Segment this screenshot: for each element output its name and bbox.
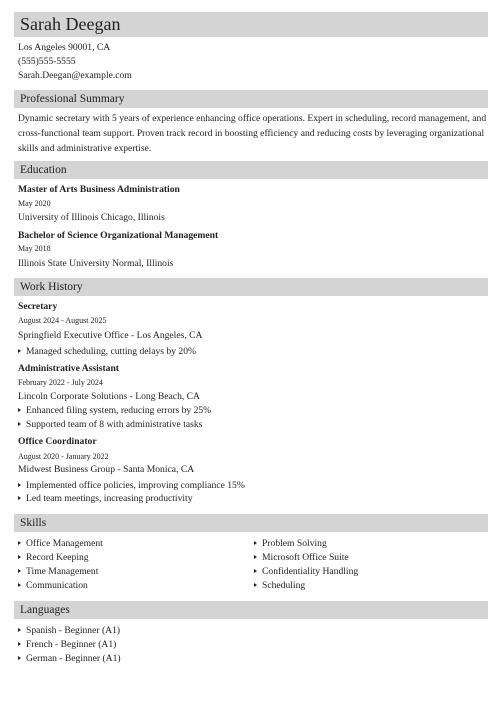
job-bullet: Managed scheduling, cutting delays by 20%	[18, 345, 196, 358]
bullet-icon	[18, 349, 21, 353]
bullet-icon	[254, 583, 257, 587]
job-bullet: Implemented office policies, improving compliance 15%	[18, 479, 245, 492]
bullet-icon	[18, 569, 21, 573]
job-company: Lincoln Corporate Solutions - Long Beach, CA	[18, 391, 200, 402]
job-title: Office Coordinator	[18, 436, 97, 447]
job-bullet: Led team meetings, increasing productivity	[18, 492, 193, 505]
job-title: Secretary	[18, 301, 58, 312]
language-item: Spanish - Beginner (A1)	[18, 624, 120, 637]
languages-heading: Languages	[14, 601, 488, 619]
bullet-icon	[18, 483, 21, 487]
education-school: University of Illinois Chicago, Illinois	[18, 212, 165, 223]
bullet-icon	[18, 656, 21, 660]
education-heading: Education	[14, 161, 488, 179]
bullet-icon	[18, 555, 21, 559]
skill-item: Record Keeping	[18, 551, 89, 564]
name-header: Sarah Deegan	[14, 12, 488, 37]
education-school: Illinois State University Normal, Illinois	[18, 258, 174, 269]
skill-item: Problem Solving	[254, 537, 327, 550]
education-date: May 2020	[18, 199, 51, 208]
job-dates: August 2020 - January 2022	[18, 452, 109, 461]
language-item: French - Beginner (A1)	[18, 638, 116, 651]
job-title: Administrative Assistant	[18, 363, 120, 374]
bullet-icon	[18, 583, 21, 587]
skills-heading: Skills	[14, 514, 488, 532]
contact-location: Los Angeles 90001, CA	[18, 42, 111, 53]
job-company: Springfield Executive Office - Los Angeles, CA	[18, 330, 203, 341]
contact-email: Sarah.Deegan@example.com	[18, 70, 132, 81]
bullet-icon	[254, 555, 257, 559]
bullet-icon	[18, 408, 21, 412]
skill-item: Scheduling	[254, 579, 305, 592]
education-degree: Master of Arts Business Administration	[18, 184, 180, 195]
skill-item: Time Management	[18, 565, 98, 578]
skill-item: Communication	[18, 579, 88, 592]
language-item: German - Beginner (A1)	[18, 652, 121, 665]
contact-phone: (555)555-5555	[18, 56, 76, 67]
bullet-icon	[18, 628, 21, 632]
bullet-icon	[18, 422, 21, 426]
education-date: May 2018	[18, 244, 51, 253]
skill-item: Microsoft Office Suite	[254, 551, 349, 564]
job-dates: August 2024 - August 2025	[18, 316, 107, 325]
job-company: Midwest Business Group - Santa Monica, CA	[18, 464, 195, 475]
summary-text: Dynamic secretary with 5 years of experience enhancing office operations. Expert in scheduling, record management, and cross-functional team support. Proven track record in boosting efficiency and reducing costs by leveraging organizational skills and administrative expertise.	[18, 113, 487, 154]
bullet-icon	[18, 642, 21, 646]
bullet-icon	[254, 569, 257, 573]
work-heading: Work History	[14, 278, 488, 296]
job-dates: February 2022 - July 2024	[18, 378, 103, 387]
bullet-icon	[18, 496, 21, 500]
skill-item: Office Management	[18, 537, 103, 550]
bullet-icon	[254, 541, 257, 545]
summary-heading: Professional Summary	[14, 90, 488, 108]
skill-item: Confidentiality Handling	[254, 565, 358, 578]
bullet-icon	[18, 541, 21, 545]
job-bullet: Enhanced filing system, reducing errors by 25%	[18, 404, 211, 417]
job-bullet: Supported team of 8 with administrative tasks	[18, 418, 202, 431]
education-degree: Bachelor of Science Organizational Management	[18, 230, 219, 241]
